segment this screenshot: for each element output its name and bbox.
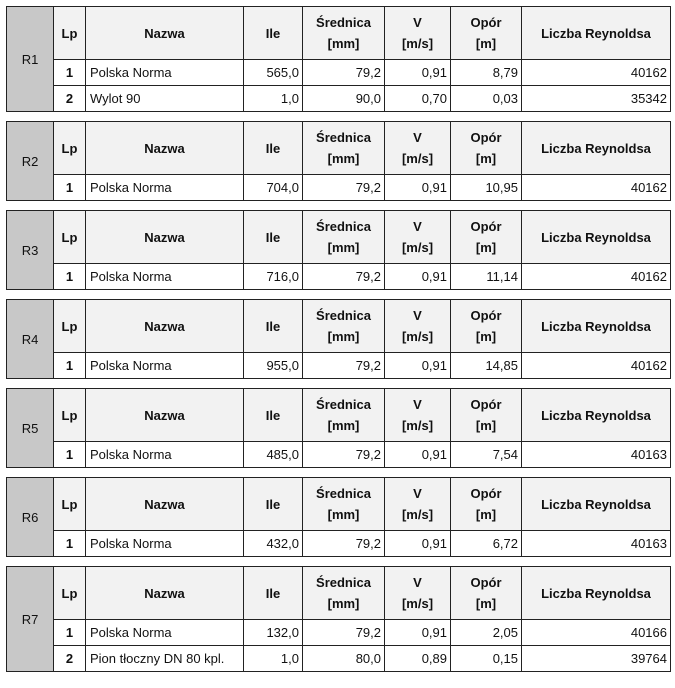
header-opor-label: Opór [470, 15, 502, 30]
header-srednica-unit: [mm] [327, 240, 360, 255]
cell-opor: 2,05 [451, 620, 522, 646]
table-row [7, 353, 671, 379]
cell-nazwa: Polska Norma [86, 264, 244, 290]
header-reynolds [522, 300, 671, 353]
section-id: R6 [7, 478, 54, 557]
header-lp-label: Lp [61, 585, 78, 601]
header-v-unit: [m/s] [401, 151, 434, 166]
cell-lp: 1 [54, 175, 86, 201]
header-opor [451, 211, 522, 264]
cell-ile: 432,0 [244, 531, 303, 557]
header-srednica-unit: [mm] [327, 36, 360, 51]
header-reynolds-label: Liczba Reynoldsa [541, 229, 651, 245]
header-row [7, 389, 671, 442]
header-ile-label: Ile [265, 25, 281, 41]
header-nazwa-label: Nazwa [144, 229, 185, 245]
header-reynolds-label: Liczba Reynoldsa [541, 25, 651, 41]
header-srednica-label: Średnica [316, 397, 371, 412]
header-lp-label: Lp [61, 407, 78, 423]
header-reynolds [522, 122, 671, 175]
cell-srednica: 79,2 [303, 264, 385, 290]
cell-ile: 1,0 [244, 86, 303, 112]
header-ile [244, 7, 303, 60]
header-v-unit: [m/s] [401, 240, 434, 255]
header-srednica-label: Średnica [316, 15, 371, 30]
header-reynolds [522, 211, 671, 264]
header-nazwa [86, 389, 244, 442]
header-opor [451, 389, 522, 442]
header-reynolds-label: Liczba Reynoldsa [541, 318, 651, 334]
header-v-label: V [413, 397, 422, 412]
header-v-label: V [413, 486, 422, 501]
cell-reynolds: 35342 [522, 86, 671, 112]
cell-reynolds: 40162 [522, 264, 671, 290]
header-nazwa [86, 7, 244, 60]
header-opor-unit: [m] [475, 329, 497, 344]
header-ile [244, 389, 303, 442]
cell-v: 0,91 [385, 175, 451, 201]
header-v-unit: [m/s] [401, 329, 434, 344]
header-ile [244, 211, 303, 264]
header-opor-label: Opór [470, 575, 502, 590]
cell-srednica: 80,0 [303, 646, 385, 672]
header-nazwa-label: Nazwa [144, 585, 185, 601]
header-opor-unit: [m] [475, 507, 497, 522]
section-id: R1 [7, 7, 54, 112]
header-opor-unit: [m] [475, 596, 497, 611]
header-nazwa [86, 478, 244, 531]
header-ile [244, 300, 303, 353]
section-table-r2 [6, 121, 671, 201]
header-lp [54, 478, 86, 531]
header-v-label: V [413, 308, 422, 323]
cell-reynolds: 39764 [522, 646, 671, 672]
cell-v: 0,91 [385, 620, 451, 646]
header-ile [244, 567, 303, 620]
header-lp-label: Lp [61, 496, 78, 512]
cell-lp: 1 [54, 353, 86, 379]
header-nazwa-label: Nazwa [144, 318, 185, 334]
header-lp [54, 122, 86, 175]
cell-lp: 2 [54, 646, 86, 672]
header-row [7, 478, 671, 531]
header-srednica [303, 211, 385, 264]
cell-lp: 2 [54, 86, 86, 112]
header-opor-label: Opór [470, 308, 502, 323]
cell-ile: 565,0 [244, 60, 303, 86]
cell-opor: 10,95 [451, 175, 522, 201]
header-reynolds-label: Liczba Reynoldsa [541, 407, 651, 423]
header-lp [54, 567, 86, 620]
header-v-label: V [413, 130, 422, 145]
header-v [385, 567, 451, 620]
section-id: R3 [7, 211, 54, 290]
header-ile-label: Ile [265, 229, 281, 245]
header-nazwa-label: Nazwa [144, 140, 185, 156]
header-opor-label: Opór [470, 486, 502, 501]
header-opor-label: Opór [470, 219, 502, 234]
section-table-r5 [6, 388, 671, 468]
header-opor-label: Opór [470, 130, 502, 145]
cell-nazwa: Polska Norma [86, 620, 244, 646]
header-reynolds [522, 7, 671, 60]
cell-opor: 8,79 [451, 60, 522, 86]
header-v-unit: [m/s] [401, 418, 434, 433]
header-srednica [303, 567, 385, 620]
cell-lp: 1 [54, 264, 86, 290]
section-table-r4 [6, 299, 671, 379]
header-lp-label: Lp [61, 140, 78, 156]
header-v-unit: [m/s] [401, 596, 434, 611]
header-ile-label: Ile [265, 496, 281, 512]
header-nazwa [86, 300, 244, 353]
cell-ile: 485,0 [244, 442, 303, 468]
header-row [7, 7, 671, 60]
header-opor-label: Opór [470, 397, 502, 412]
header-srednica-unit: [mm] [327, 329, 360, 344]
header-srednica-unit: [mm] [327, 151, 360, 166]
header-lp [54, 7, 86, 60]
header-ile-label: Ile [265, 407, 281, 423]
cell-opor: 7,54 [451, 442, 522, 468]
cell-nazwa: Polska Norma [86, 353, 244, 379]
cell-nazwa: Polska Norma [86, 60, 244, 86]
cell-v: 0,91 [385, 60, 451, 86]
section-id: R7 [7, 567, 54, 672]
cell-v: 0,91 [385, 531, 451, 557]
cell-srednica: 79,2 [303, 60, 385, 86]
table-row [7, 646, 671, 672]
header-srednica-unit: [mm] [327, 596, 360, 611]
cell-reynolds: 40163 [522, 442, 671, 468]
section-table-r6 [6, 477, 671, 557]
table-row [7, 531, 671, 557]
section-id: R5 [7, 389, 54, 468]
header-opor-unit: [m] [475, 418, 497, 433]
header-opor-unit: [m] [475, 240, 497, 255]
header-ile-label: Ile [265, 140, 281, 156]
header-srednica-label: Średnica [316, 130, 371, 145]
pipe-sections-container [6, 6, 670, 681]
cell-reynolds: 40162 [522, 353, 671, 379]
header-v-unit: [m/s] [401, 507, 434, 522]
cell-v: 0,89 [385, 646, 451, 672]
cell-ile: 704,0 [244, 175, 303, 201]
header-srednica [303, 478, 385, 531]
header-row [7, 122, 671, 175]
cell-v: 0,91 [385, 353, 451, 379]
header-nazwa [86, 122, 244, 175]
header-nazwa [86, 211, 244, 264]
header-srednica [303, 389, 385, 442]
header-srednica-label: Średnica [316, 575, 371, 590]
cell-nazwa: Pion tłoczny DN 80 kpl. [86, 646, 244, 672]
header-v [385, 122, 451, 175]
header-reynolds-label: Liczba Reynoldsa [541, 496, 651, 512]
header-reynolds [522, 567, 671, 620]
header-opor [451, 300, 522, 353]
header-srednica-label: Średnica [316, 486, 371, 501]
header-nazwa [86, 567, 244, 620]
header-lp [54, 389, 86, 442]
header-v [385, 211, 451, 264]
section-table-r3 [6, 210, 671, 290]
cell-ile: 716,0 [244, 264, 303, 290]
cell-opor: 14,85 [451, 353, 522, 379]
cell-ile: 1,0 [244, 646, 303, 672]
header-ile-label: Ile [265, 318, 281, 334]
header-ile-label: Ile [265, 585, 281, 601]
header-v-label: V [413, 575, 422, 590]
header-v [385, 389, 451, 442]
cell-opor: 11,14 [451, 264, 522, 290]
header-v [385, 478, 451, 531]
cell-srednica: 79,2 [303, 353, 385, 379]
cell-srednica: 90,0 [303, 86, 385, 112]
cell-lp: 1 [54, 531, 86, 557]
header-opor-unit: [m] [475, 36, 497, 51]
section-id: R4 [7, 300, 54, 379]
table-row [7, 60, 671, 86]
cell-srednica: 79,2 [303, 175, 385, 201]
table-row [7, 264, 671, 290]
section-table-r1 [6, 6, 671, 112]
header-srednica-unit: [mm] [327, 418, 360, 433]
cell-reynolds: 40162 [522, 175, 671, 201]
cell-lp: 1 [54, 60, 86, 86]
header-row [7, 211, 671, 264]
cell-ile: 955,0 [244, 353, 303, 379]
cell-srednica: 79,2 [303, 620, 385, 646]
header-v-label: V [413, 219, 422, 234]
header-nazwa-label: Nazwa [144, 496, 185, 512]
header-reynolds [522, 389, 671, 442]
section-id: R2 [7, 122, 54, 201]
header-srednica-label: Średnica [316, 308, 371, 323]
table-row [7, 86, 671, 112]
cell-nazwa: Polska Norma [86, 175, 244, 201]
header-reynolds-label: Liczba Reynoldsa [541, 140, 651, 156]
cell-v: 0,70 [385, 86, 451, 112]
table-row [7, 175, 671, 201]
header-opor [451, 122, 522, 175]
header-nazwa-label: Nazwa [144, 407, 185, 423]
cell-opor: 6,72 [451, 531, 522, 557]
header-srednica [303, 7, 385, 60]
cell-opor: 0,15 [451, 646, 522, 672]
header-lp-label: Lp [61, 318, 78, 334]
header-lp [54, 211, 86, 264]
header-srednica-unit: [mm] [327, 507, 360, 522]
header-reynolds-label: Liczba Reynoldsa [541, 585, 651, 601]
cell-v: 0,91 [385, 264, 451, 290]
header-v [385, 300, 451, 353]
table-row [7, 442, 671, 468]
cell-nazwa: Polska Norma [86, 531, 244, 557]
cell-srednica: 79,2 [303, 442, 385, 468]
cell-reynolds: 40166 [522, 620, 671, 646]
header-reynolds [522, 478, 671, 531]
header-v [385, 7, 451, 60]
cell-lp: 1 [54, 620, 86, 646]
header-row [7, 567, 671, 620]
header-ile [244, 122, 303, 175]
cell-reynolds: 40163 [522, 531, 671, 557]
cell-srednica: 79,2 [303, 531, 385, 557]
header-lp-label: Lp [61, 25, 78, 41]
header-row [7, 300, 671, 353]
cell-reynolds: 40162 [522, 60, 671, 86]
header-nazwa-label: Nazwa [144, 25, 185, 41]
cell-opor: 0,03 [451, 86, 522, 112]
header-srednica [303, 122, 385, 175]
header-v-unit: [m/s] [401, 36, 434, 51]
header-opor [451, 567, 522, 620]
header-opor-unit: [m] [475, 151, 497, 166]
cell-ile: 132,0 [244, 620, 303, 646]
header-srednica-label: Średnica [316, 219, 371, 234]
header-v-label: V [413, 15, 422, 30]
cell-nazwa: Wylot 90 [86, 86, 244, 112]
cell-lp: 1 [54, 442, 86, 468]
cell-v: 0,91 [385, 442, 451, 468]
header-lp-label: Lp [61, 229, 78, 245]
table-row [7, 620, 671, 646]
cell-nazwa: Polska Norma [86, 442, 244, 468]
header-opor [451, 7, 522, 60]
header-lp [54, 300, 86, 353]
header-ile [244, 478, 303, 531]
header-opor [451, 478, 522, 531]
header-srednica [303, 300, 385, 353]
section-table-r7 [6, 566, 671, 672]
